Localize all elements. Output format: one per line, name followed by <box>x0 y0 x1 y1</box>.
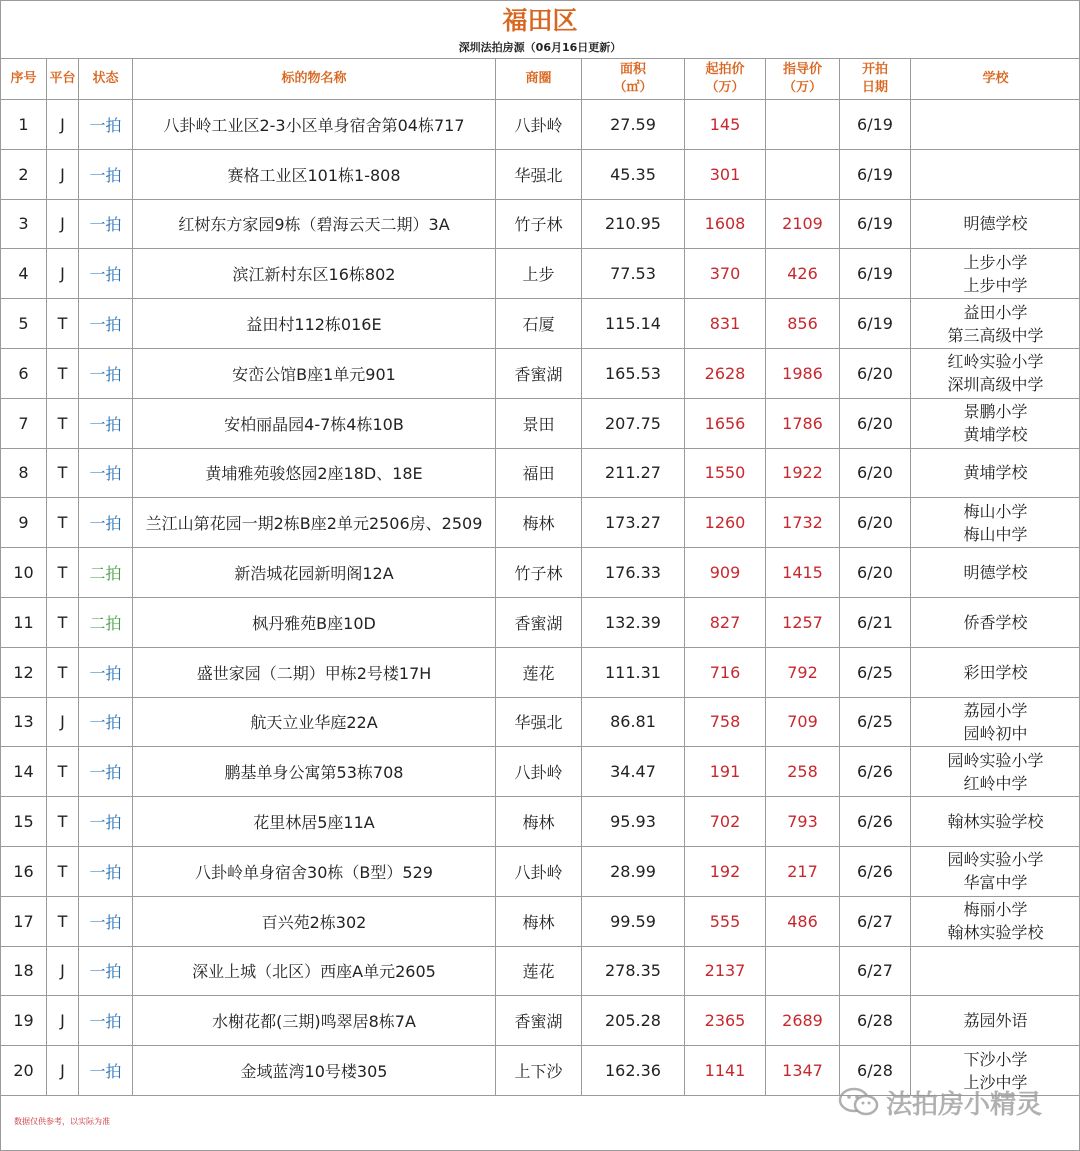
cell-platform: T <box>47 747 79 797</box>
school-line-2: 深圳高级中学 <box>947 375 1044 395</box>
cell-school <box>911 100 1080 150</box>
cell-area: 莲花 <box>496 946 582 996</box>
cell-school <box>911 597 1080 647</box>
cell-guide-price: 1257 <box>766 597 840 647</box>
cell-status: 二拍 <box>79 597 133 647</box>
cell-size: 45.35 <box>582 149 685 199</box>
cell-start-price: 301 <box>685 149 766 199</box>
cell-area: 石厦 <box>496 299 582 349</box>
col-header-guide-price <box>766 59 840 100</box>
cell-platform: T <box>47 548 79 598</box>
cell-start-price: 1141 <box>685 1046 766 1096</box>
cell-area: 香蜜湖 <box>496 597 582 647</box>
cell-status: 一拍 <box>79 348 133 398</box>
cell-no: 1 <box>1 100 47 150</box>
cell-guide-price <box>766 100 840 150</box>
cell-size: 211.27 <box>582 448 685 498</box>
cell-school <box>911 249 1080 299</box>
cell-platform: J <box>47 199 79 249</box>
cell-date: 6/25 <box>840 697 911 747</box>
cell-status: 一拍 <box>79 199 133 249</box>
school-line-1: 红岭实验小学 <box>947 352 1044 372</box>
cell-status: 一拍 <box>79 1046 133 1096</box>
cell-name: 红树东方家园9栋（碧海云天二期）3A <box>133 199 496 249</box>
cell-area: 华强北 <box>496 149 582 199</box>
table-row <box>1 448 1080 498</box>
cell-size: 34.47 <box>582 747 685 797</box>
school-line-1: 明德学校 <box>963 214 1028 234</box>
cell-status: 一拍 <box>79 498 133 548</box>
cell-name: 兰江山第花园一期2栋B座2单元2506房、2509 <box>133 498 496 548</box>
cell-platform: T <box>47 398 79 448</box>
cell-platform: T <box>47 448 79 498</box>
table-row <box>1 747 1080 797</box>
col-header-status: 状态 <box>79 59 133 100</box>
cell-start-price: 555 <box>685 896 766 946</box>
page-title: 福田区 <box>502 6 578 35</box>
cell-name: 枫丹雅苑B座10D <box>133 597 496 647</box>
cell-start-price: 758 <box>685 697 766 747</box>
col-header-school: 学校 <box>911 59 1080 100</box>
cell-size: 132.39 <box>582 597 685 647</box>
cell-platform: J <box>47 946 79 996</box>
cell-guide-price: 258 <box>766 747 840 797</box>
school-line-1: 翰林实验学校 <box>947 812 1044 832</box>
cell-name: 花里林居5座11A <box>133 797 496 847</box>
cell-status: 一拍 <box>79 747 133 797</box>
cell-guide-price: 1732 <box>766 498 840 548</box>
col-header-no: 序号 <box>1 59 47 100</box>
cell-no: 12 <box>1 647 47 697</box>
table-row <box>1 896 1080 946</box>
cell-no: 3 <box>1 199 47 249</box>
school-line-2: 红岭中学 <box>963 773 1028 793</box>
cell-name: 滨江新村东区16栋802 <box>133 249 496 299</box>
col-header-start-line2: （万） <box>705 80 745 95</box>
cell-status: 一拍 <box>79 100 133 150</box>
listing-table <box>0 58 1080 1096</box>
cell-size: 99.59 <box>582 896 685 946</box>
cell-no: 2 <box>1 149 47 199</box>
cell-name: 黄埔雅苑骏悠园2座18D、18E <box>133 448 496 498</box>
cell-platform: T <box>47 846 79 896</box>
cell-no: 16 <box>1 846 47 896</box>
cell-start-price: 191 <box>685 747 766 797</box>
col-header-area: 商圈 <box>496 59 582 100</box>
cell-name: 益田村112栋016E <box>133 299 496 349</box>
cell-guide-price: 1415 <box>766 548 840 598</box>
cell-school <box>911 647 1080 697</box>
school-line-2: 上沙中学 <box>963 1072 1028 1092</box>
table-row <box>1 548 1080 598</box>
table-row <box>1 348 1080 398</box>
cell-date: 6/21 <box>840 597 911 647</box>
cell-platform: J <box>47 996 79 1046</box>
cell-date: 6/20 <box>840 498 911 548</box>
cell-area: 竹子林 <box>496 199 582 249</box>
watermark-text: 法拍房小精灵 <box>886 1089 1043 1120</box>
cell-guide-price: 426 <box>766 249 840 299</box>
table-row <box>1 996 1080 1046</box>
cell-name: 赛格工业区101栋1-808 <box>133 149 496 199</box>
cell-start-price: 909 <box>685 548 766 598</box>
cell-no: 5 <box>1 299 47 349</box>
cell-school <box>911 896 1080 946</box>
school-line-1: 黄埔学校 <box>963 463 1028 483</box>
cell-name: 安柏丽晶园4-7栋4栋10B <box>133 398 496 448</box>
school-line-2: 华富中学 <box>963 873 1028 893</box>
cell-platform: T <box>47 647 79 697</box>
cell-start-price: 192 <box>685 846 766 896</box>
cell-status: 一拍 <box>79 846 133 896</box>
school-line-1: 上步小学 <box>963 252 1028 272</box>
cell-school <box>911 149 1080 199</box>
cell-platform: J <box>47 697 79 747</box>
cell-guide-price: 217 <box>766 846 840 896</box>
school-line-2: 翰林实验学校 <box>947 923 1044 943</box>
school-line-2: 上步中学 <box>963 275 1028 295</box>
school-line-1: 侨香学校 <box>963 612 1028 632</box>
cell-size: 162.36 <box>582 1046 685 1096</box>
cell-size: 278.35 <box>582 946 685 996</box>
col-header-start-line1: 起拍价 <box>705 62 745 77</box>
cell-school <box>911 348 1080 398</box>
table-row <box>1 597 1080 647</box>
table-header-row <box>1 59 1080 100</box>
cell-date: 6/25 <box>840 647 911 697</box>
cell-date: 6/28 <box>840 996 911 1046</box>
cell-guide-price: 486 <box>766 896 840 946</box>
cell-status: 一拍 <box>79 697 133 747</box>
cell-size: 111.31 <box>582 647 685 697</box>
cell-date: 6/20 <box>840 348 911 398</box>
cell-no: 4 <box>1 249 47 299</box>
cell-guide-price <box>766 149 840 199</box>
cell-no: 7 <box>1 398 47 448</box>
cell-start-price: 2365 <box>685 996 766 1046</box>
cell-name: 安峦公馆B座1单元901 <box>133 348 496 398</box>
cell-date: 6/28 <box>840 1046 911 1096</box>
cell-name: 鹏基单身公寓第53栋708 <box>133 747 496 797</box>
cell-no: 19 <box>1 996 47 1046</box>
cell-date: 6/20 <box>840 448 911 498</box>
cell-no: 6 <box>1 348 47 398</box>
school-line-1: 景鹏小学 <box>963 402 1028 422</box>
cell-date: 6/19 <box>840 199 911 249</box>
table-row <box>1 946 1080 996</box>
cell-name: 盛世家园（二期）甲栋2号楼17H <box>133 647 496 697</box>
cell-area: 莲花 <box>496 647 582 697</box>
cell-school <box>911 498 1080 548</box>
school-line-1: 荔园小学 <box>963 700 1028 720</box>
cell-school <box>911 846 1080 896</box>
cell-size: 28.99 <box>582 846 685 896</box>
cell-date: 6/27 <box>840 896 911 946</box>
table-row <box>1 299 1080 349</box>
cell-name: 水榭花都(三期)鸣翠居8栋7A <box>133 996 496 1046</box>
cell-area: 上下沙 <box>496 1046 582 1096</box>
cell-name: 金域蓝湾10号楼305 <box>133 1046 496 1096</box>
cell-size: 173.27 <box>582 498 685 548</box>
cell-status: 一拍 <box>79 946 133 996</box>
school-line-1: 明德学校 <box>963 563 1028 583</box>
table-row <box>1 647 1080 697</box>
watermark <box>838 1084 1042 1120</box>
school-line-1: 园岭实验小学 <box>947 750 1044 770</box>
cell-start-price: 1550 <box>685 448 766 498</box>
cell-date: 6/26 <box>840 747 911 797</box>
col-header-name: 标的物名称 <box>133 59 496 100</box>
cell-size: 207.75 <box>582 398 685 448</box>
cell-guide-price: 2689 <box>766 996 840 1046</box>
cell-date: 6/20 <box>840 398 911 448</box>
cell-no: 14 <box>1 747 47 797</box>
cell-size: 176.33 <box>582 548 685 598</box>
cell-area: 梅林 <box>496 896 582 946</box>
cell-school <box>911 946 1080 996</box>
col-header-size <box>582 59 685 100</box>
cell-school <box>911 199 1080 249</box>
cell-area: 景田 <box>496 398 582 448</box>
cell-status: 一拍 <box>79 647 133 697</box>
cell-name: 八卦岭单身宿舍30栋（B型）529 <box>133 846 496 896</box>
cell-platform: T <box>47 498 79 548</box>
cell-school <box>911 548 1080 598</box>
cell-start-price: 702 <box>685 797 766 847</box>
col-header-date <box>840 59 911 100</box>
cell-guide-price: 1786 <box>766 398 840 448</box>
cell-school <box>911 697 1080 747</box>
cell-no: 8 <box>1 448 47 498</box>
cell-school <box>911 747 1080 797</box>
cell-guide-price: 2109 <box>766 199 840 249</box>
cell-start-price: 2628 <box>685 348 766 398</box>
school-line-1: 园岭实验小学 <box>947 850 1044 870</box>
school-line-2: 园岭初中 <box>963 723 1028 743</box>
cell-start-price: 370 <box>685 249 766 299</box>
table-row <box>1 697 1080 747</box>
cell-guide-price: 856 <box>766 299 840 349</box>
cell-school <box>911 299 1080 349</box>
cell-area: 香蜜湖 <box>496 348 582 398</box>
cell-guide-price: 1986 <box>766 348 840 398</box>
school-line-2: 黄埔学校 <box>963 425 1028 445</box>
cell-start-price: 145 <box>685 100 766 150</box>
cell-platform: T <box>47 597 79 647</box>
cell-area: 八卦岭 <box>496 100 582 150</box>
school-line-1: 下沙小学 <box>963 1049 1028 1069</box>
cell-size: 95.93 <box>582 797 685 847</box>
cell-size: 205.28 <box>582 996 685 1046</box>
cell-guide-price: 709 <box>766 697 840 747</box>
page-subtitle: 深圳法拍房源（06月16日更新） <box>458 41 622 54</box>
cell-start-price: 1608 <box>685 199 766 249</box>
table-row <box>1 498 1080 548</box>
wechat-icon <box>838 1087 880 1117</box>
cell-size: 165.53 <box>582 348 685 398</box>
col-header-guide-line1: 指导价 <box>782 62 822 77</box>
cell-platform: T <box>47 299 79 349</box>
cell-no: 18 <box>1 946 47 996</box>
school-line-1: 梅山小学 <box>963 501 1028 521</box>
cell-status: 一拍 <box>79 398 133 448</box>
cell-platform: J <box>47 249 79 299</box>
table-row <box>1 398 1080 448</box>
school-line-2: 第三高级中学 <box>947 325 1044 345</box>
cell-name: 深业上城（北区）西座A单元2605 <box>133 946 496 996</box>
cell-guide-price: 1922 <box>766 448 840 498</box>
cell-platform: T <box>47 348 79 398</box>
cell-size: 27.59 <box>582 100 685 150</box>
cell-start-price: 1656 <box>685 398 766 448</box>
cell-name: 新浩城花园新明阁12A <box>133 548 496 598</box>
cell-area: 香蜜湖 <box>496 996 582 1046</box>
cell-status: 二拍 <box>79 548 133 598</box>
cell-date: 6/26 <box>840 797 911 847</box>
cell-status: 一拍 <box>79 299 133 349</box>
table-row <box>1 797 1080 847</box>
cell-name: 航天立业华庭22A <box>133 697 496 747</box>
cell-start-price: 1260 <box>685 498 766 548</box>
cell-school <box>911 448 1080 498</box>
cell-school <box>911 797 1080 847</box>
cell-school <box>911 398 1080 448</box>
cell-start-price: 716 <box>685 647 766 697</box>
cell-date: 6/19 <box>840 100 911 150</box>
cell-area: 上步 <box>496 249 582 299</box>
table-row <box>1 249 1080 299</box>
cell-no: 15 <box>1 797 47 847</box>
cell-no: 13 <box>1 697 47 747</box>
col-header-guide-line2: （万） <box>782 80 822 95</box>
cell-area: 八卦岭 <box>496 846 582 896</box>
table-row <box>1 846 1080 896</box>
cell-status: 一拍 <box>79 797 133 847</box>
col-header-platform: 平台 <box>47 59 79 100</box>
school-line-1: 益田小学 <box>963 302 1028 322</box>
cell-no: 9 <box>1 498 47 548</box>
school-line-2: 梅山中学 <box>963 524 1028 544</box>
cell-status: 一拍 <box>79 249 133 299</box>
col-header-start-price <box>685 59 766 100</box>
cell-no: 17 <box>1 896 47 946</box>
cell-size: 115.14 <box>582 299 685 349</box>
cell-area: 梅林 <box>496 797 582 847</box>
cell-size: 77.53 <box>582 249 685 299</box>
col-header-size-line1: 面积 <box>619 62 646 77</box>
cell-name: 百兴苑2栋302 <box>133 896 496 946</box>
cell-start-price: 831 <box>685 299 766 349</box>
cell-date: 6/26 <box>840 846 911 896</box>
school-line-1: 梅丽小学 <box>963 900 1028 920</box>
cell-guide-price: 792 <box>766 647 840 697</box>
cell-school <box>911 996 1080 1046</box>
cell-date: 6/19 <box>840 299 911 349</box>
cell-no: 11 <box>1 597 47 647</box>
col-header-date-line2: 日期 <box>861 80 888 95</box>
cell-area: 华强北 <box>496 697 582 747</box>
cell-name: 八卦岭工业区2-3小区单身宿舍第04栋717 <box>133 100 496 150</box>
cell-platform: J <box>47 1046 79 1096</box>
school-line-1: 彩田学校 <box>963 662 1028 682</box>
cell-date: 6/27 <box>840 946 911 996</box>
cell-platform: T <box>47 797 79 847</box>
footer-note: 数据仅供参考，以实际为准 <box>14 1117 110 1126</box>
cell-date: 6/20 <box>840 548 911 598</box>
cell-no: 10 <box>1 548 47 598</box>
cell-status: 一拍 <box>79 996 133 1046</box>
cell-date: 6/19 <box>840 249 911 299</box>
cell-platform: J <box>47 149 79 199</box>
col-header-date-line1: 开拍 <box>861 62 888 77</box>
cell-start-price: 2137 <box>685 946 766 996</box>
cell-size: 86.81 <box>582 697 685 747</box>
cell-no: 20 <box>1 1046 47 1096</box>
cell-start-price: 827 <box>685 597 766 647</box>
cell-area: 福田 <box>496 448 582 498</box>
cell-area: 竹子林 <box>496 548 582 598</box>
cell-size: 210.95 <box>582 199 685 249</box>
cell-platform: T <box>47 896 79 946</box>
table-row <box>1 149 1080 199</box>
cell-status: 一拍 <box>79 448 133 498</box>
cell-guide-price <box>766 946 840 996</box>
cell-guide-price: 1347 <box>766 1046 840 1096</box>
cell-area: 八卦岭 <box>496 747 582 797</box>
table-row <box>1 199 1080 249</box>
table-row <box>1 100 1080 150</box>
cell-date: 6/19 <box>840 149 911 199</box>
col-header-size-line2: （㎡） <box>613 80 653 95</box>
cell-area: 梅林 <box>496 498 582 548</box>
cell-platform: J <box>47 100 79 150</box>
school-line-1: 荔园外语 <box>963 1011 1028 1031</box>
cell-status: 一拍 <box>79 896 133 946</box>
cell-status: 一拍 <box>79 149 133 199</box>
cell-guide-price: 793 <box>766 797 840 847</box>
